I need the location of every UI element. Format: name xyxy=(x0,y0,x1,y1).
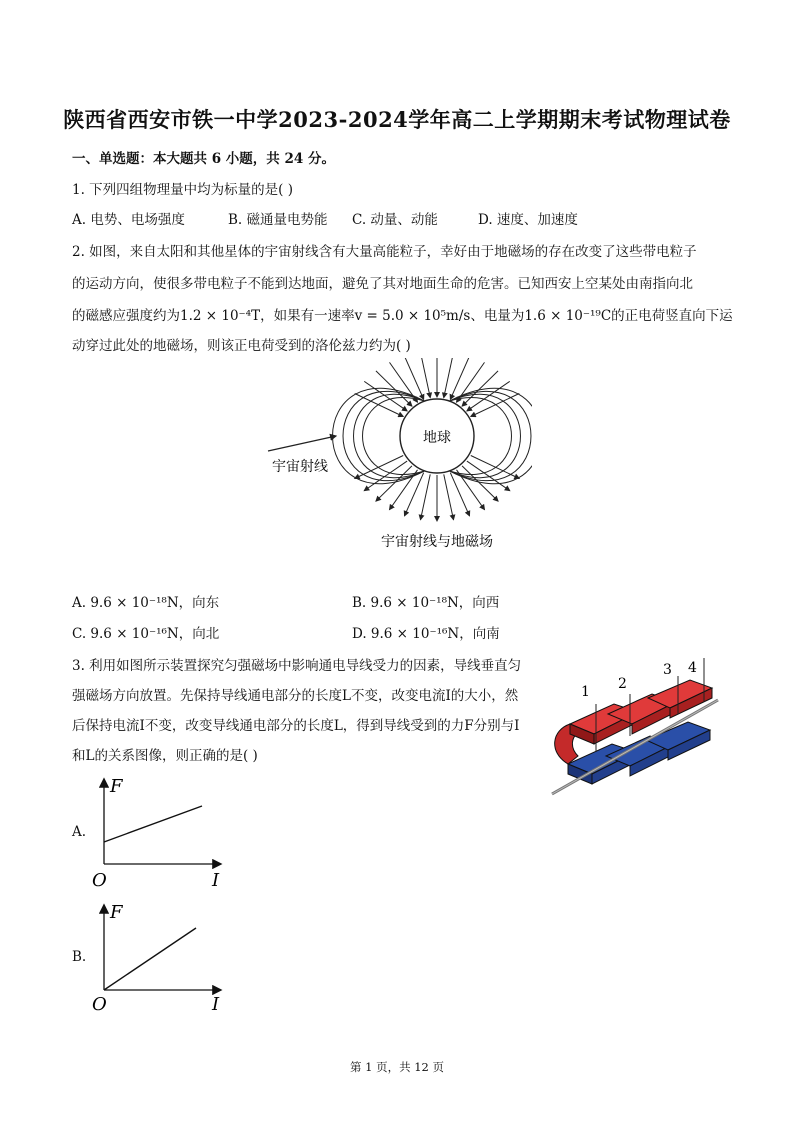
cosmic-ray-label: 宇宙射线 xyxy=(272,459,328,475)
q1-option-c: C. 动量、动能 xyxy=(352,212,438,228)
q2-line-2: 的运动方向，使很多带电粒子不能到达地面，避免了其对地面生命的危害。已知西安上空某处由南指向北 xyxy=(72,276,693,292)
lead-label-1: 1 xyxy=(581,684,590,700)
q2-option-b: B. 9.6 × 10⁻¹⁸N，向西 xyxy=(352,595,500,611)
graph-a xyxy=(90,772,230,892)
q1-option-b: B. 磁通量电势能 xyxy=(228,212,328,228)
cosmic-ray-arrow xyxy=(268,436,336,451)
graph-b-xlabel: I xyxy=(212,994,220,1015)
field-ray xyxy=(364,381,407,411)
q1-option-d: D. 速度、加速度 xyxy=(478,212,578,228)
earth-label: 地球 xyxy=(423,430,451,446)
q2-line-4: 动穿过此处的地磁场，则该正电荷受到的洛伦兹力约为( ) xyxy=(72,338,411,354)
q3-line-3: 后保持电流I不变，改变导线通电部分的长度L，得到导线受到的力F分别与I xyxy=(72,718,520,734)
graph-a-xlabel: I xyxy=(212,870,220,891)
graph-a-ylabel: F xyxy=(110,776,123,797)
field-ray xyxy=(390,362,418,402)
q3-option-a-label: A. xyxy=(72,824,87,840)
figure-caption: 宇宙射线与地磁场 xyxy=(381,534,493,550)
field-ray xyxy=(405,473,424,516)
q1-stem: 1. 下列四组物理量中均为标量的是( ) xyxy=(72,182,293,198)
field-ray xyxy=(421,474,431,519)
q3-line-1: 3. 利用如图所示装置探究匀强磁场中影响通电导线受力的因素，导线垂直匀 xyxy=(72,658,522,674)
graph-a-line xyxy=(104,806,202,842)
field-ray xyxy=(390,470,418,510)
graph-b-line xyxy=(104,928,196,990)
field-ray xyxy=(444,358,454,398)
magnet-apparatus-figure xyxy=(548,652,726,800)
field-ray xyxy=(444,474,454,519)
graph-b xyxy=(90,898,230,1016)
field-ray xyxy=(421,358,431,398)
page-footer: 第 1 页，共 12 页 xyxy=(349,1060,445,1074)
field-ray xyxy=(467,461,510,491)
lead-label-3: 3 xyxy=(663,662,672,678)
q2-option-d: D. 9.6 × 10⁻¹⁶N，向南 xyxy=(352,626,500,642)
section-heading: 一、单选题：本大题共 6 小题，共 24 分。 xyxy=(72,151,335,167)
page-title: 陕西省西安市铁一中学2023-2024学年高二上学期期末考试物理试卷 xyxy=(63,107,731,132)
graph-b-ylabel: F xyxy=(110,902,123,923)
field-ray xyxy=(364,461,407,491)
q3-option-b-label: B. xyxy=(72,949,87,965)
q2-line-1: 2. 如图，来自太阳和其他星体的宇宙射线含有大量高能粒子，幸好由于地磁场的存在改变了这些带电粒子 xyxy=(72,244,697,260)
q1-option-a: A. 电势、电场强度 xyxy=(72,212,185,228)
q2-option-c: C. 9.6 × 10⁻¹⁶N，向北 xyxy=(72,626,220,642)
graph-b-origin: O xyxy=(92,994,107,1015)
field-ray xyxy=(457,470,485,510)
q3-line-4: 和L的关系图像，则正确的是( ) xyxy=(72,748,258,764)
q2-option-a: A. 9.6 × 10⁻¹⁸N，向东 xyxy=(72,595,220,611)
field-ray xyxy=(467,381,510,411)
graph-a-origin: O xyxy=(92,870,107,891)
field-ray xyxy=(457,362,485,402)
q3-line-2: 强磁场方向放置。先保持导线通电部分的长度L不变，改变电流I的大小，然 xyxy=(72,688,519,704)
lead-label-2: 2 xyxy=(618,676,627,692)
lead-label-4: 4 xyxy=(688,660,697,676)
q2-line-3: 的磁感应强度约为1.2 × 10⁻⁴T，如果有一速率v = 5.0 × 10⁵m/s、电量为1.6 × 10⁻¹⁹C的正电荷竖直向下运 xyxy=(72,308,733,324)
field-ray xyxy=(450,473,469,516)
earth-magnetic-field-figure xyxy=(262,358,532,554)
